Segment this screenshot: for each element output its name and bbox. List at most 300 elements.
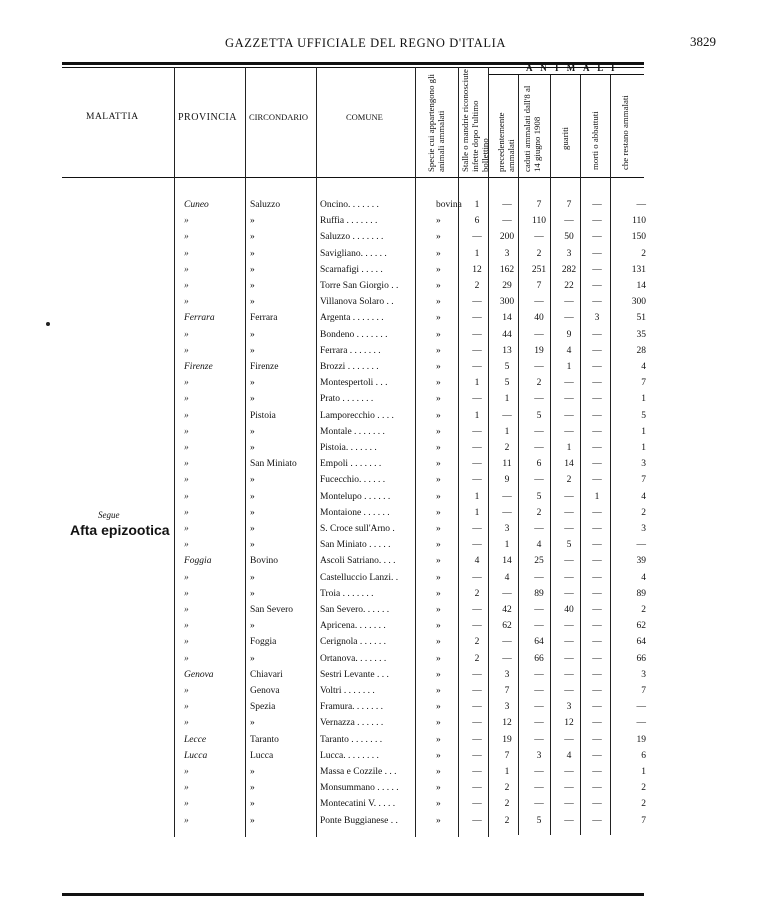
cell-comune: Lamporecchio . . . . [320,410,394,421]
cell-caduti: — [534,524,544,534]
cell-circondario: » [250,443,255,453]
cell-guariti: 9 [566,329,572,340]
cell-specie: » [436,345,441,356]
header-animali: A N I M A L I [526,63,618,73]
cell-stalle: 2 [474,588,480,599]
cell-circondario: » [250,475,255,486]
cell-restano: 3 [641,669,646,680]
cell-provincia: » [184,329,189,340]
cell-morti: — [592,718,602,729]
cell-restano: 51 [636,313,646,324]
cell-morti: — [592,524,602,534]
cell-provincia: » [184,345,189,356]
cell-circondario: Saluzzo [250,200,281,210]
cell-restano: 35 [636,329,646,340]
cell-stalle: — [472,621,482,632]
cell-caduti: 89 [534,588,544,599]
table-row [0,812,776,833]
cell-precedenti: 3 [504,669,510,680]
cell-specie: » [436,669,441,680]
cell-stalle: 6 [474,216,480,227]
cell-provincia: » [184,605,189,615]
cell-provincia: Genova [184,669,214,680]
cell-circondario: » [250,718,255,729]
disease-name: Afta epizootica [70,522,170,538]
cell-comune: Castelluccio Lanzi. . [320,572,399,583]
cell-specie: » [436,443,441,453]
cell-restano: — [636,200,646,210]
header-specie: Specie cui appartengono gli animali ammalati [426,74,446,172]
cell-restano: 3 [641,459,646,470]
cell-precedenti: 200 [499,232,515,243]
cell-stalle: 1 [474,507,480,518]
cell-circondario: Genova [250,686,280,696]
cell-precedenti: 3 [504,702,510,713]
cell-comune: Vernazza . . . . . . [320,718,384,729]
cell-comune: Montelupo . . . . . . [320,491,391,502]
cell-morti: — [592,605,602,615]
cell-caduti: — [534,783,544,794]
cell-precedenti: 1 [504,767,510,777]
cell-specie: » [436,734,441,745]
cell-provincia: Lucca [184,750,208,761]
cell-provincia: » [184,459,189,470]
cell-precedenti: 5 [504,378,510,389]
cell-restano: 2 [641,783,646,794]
cell-precedenti: 3 [504,248,510,259]
cell-restano: 7 [641,686,646,696]
cell-comune: Voltri . . . . . . . [320,686,375,696]
cell-stalle: 1 [474,378,480,389]
cell-guariti: 282 [561,264,577,275]
cell-morti: — [592,556,602,567]
cell-circondario: » [250,394,255,405]
cell-specie: bovina [436,200,462,210]
cell-comune: Massa e Cozzile . . . [320,767,397,777]
cell-stalle: — [472,345,482,356]
cell-caduti: — [534,686,544,696]
cell-restano: 2 [641,799,646,810]
cell-restano: 6 [641,750,646,761]
cell-caduti: 7 [536,281,542,291]
cell-stalle: 1 [474,200,480,210]
cell-guariti: — [564,394,574,405]
cell-restano: 1 [641,426,646,437]
cell-circondario: » [250,264,255,275]
cell-provincia: » [184,426,189,437]
cell-restano: 28 [636,345,646,356]
cell-guariti: 4 [566,345,572,356]
cell-guariti: 12 [564,718,574,729]
cell-stalle: 2 [474,281,480,291]
cell-provincia: Ferrara [184,313,215,324]
cell-provincia: » [184,799,189,810]
cell-provincia: » [184,524,189,534]
cell-restano: 131 [631,264,646,275]
header-comune: COMUNE [346,112,383,122]
cell-guariti: 3 [566,248,572,259]
cell-specie: » [436,313,441,324]
cell-morti: — [592,200,602,210]
cell-specie: » [436,329,441,340]
cell-provincia: Cuneo [184,200,209,210]
cell-precedenti: 1 [504,540,510,551]
cell-morti: — [592,783,602,794]
cell-guariti: — [564,588,574,599]
cell-morti: — [592,507,602,518]
cell-guariti: 1 [566,362,572,372]
cell-guariti: 50 [564,232,574,243]
cell-specie: » [436,605,441,615]
header-precedenti: precedentemente ammalati [496,112,516,172]
cell-precedenti: 4 [504,572,510,583]
cell-restano: 2 [641,248,646,259]
cell-morti: — [592,621,602,632]
cell-caduti: 4 [536,540,542,551]
cell-caduti: — [534,605,544,615]
cell-stalle: — [472,443,482,453]
cell-provincia: Lecce [184,734,207,745]
cell-precedenti: 162 [499,264,515,275]
cell-circondario: Spezia [250,702,276,713]
cell-guariti: — [564,734,574,745]
cell-restano: 7 [641,475,646,486]
cell-comune: Prato . . . . . . . [320,394,374,405]
cell-caduti: 66 [534,653,544,664]
cell-comune: Cerignola . . . . . . [320,637,386,648]
cell-circondario: Foggia [250,637,277,648]
cell-circondario: » [250,378,255,389]
cell-precedenti: 9 [504,475,510,486]
cell-stalle: 1 [474,491,480,502]
cell-morti: — [592,459,602,470]
cell-restano: 19 [636,734,646,745]
cell-guariti: — [564,378,574,389]
cell-guariti: — [564,621,574,632]
cell-circondario: » [250,216,255,227]
cell-guariti: — [564,669,574,680]
cell-morti: — [592,669,602,680]
cell-morti: — [592,216,602,227]
animali-rule [488,74,644,75]
cell-precedenti: 42 [502,605,512,615]
cell-stalle: — [472,232,482,243]
cell-comune: Bondeno . . . . . . . [320,329,388,340]
cell-caduti: 5 [536,815,542,826]
cell-caduti: — [534,734,544,745]
cell-caduti: 6 [536,459,542,470]
cell-specie: » [436,410,441,421]
cell-caduti: 7 [536,200,542,210]
cell-circondario: » [250,767,255,777]
cell-comune: Monsummano . . . . . [320,783,399,794]
cell-guariti: — [564,783,574,794]
header-provincia: PROVINCIA [178,112,237,123]
cell-precedenti: — [502,507,512,518]
cell-caduti: 25 [534,556,544,567]
cell-comune: Saluzzo . . . . . . . [320,232,384,243]
cell-circondario: » [250,297,255,308]
header-caduti: caduti ammalati dall'8 al 14 giugno 1908 [522,85,542,172]
cell-morti: — [592,588,602,599]
cell-precedenti: 2 [504,815,510,826]
cell-provincia: » [184,475,189,486]
cell-precedenti: 44 [502,329,512,340]
cell-caduti: — [534,475,544,486]
cell-provincia: » [184,248,189,259]
cell-specie: » [436,297,441,308]
cell-stalle: — [472,329,482,340]
header-stalle: Stalle o mandrie riconosciute infette dopo l'ultimo bollettino [460,69,490,172]
cell-provincia: » [184,637,189,648]
cell-caduti: 5 [536,491,542,502]
cell-provincia: » [184,572,189,583]
cell-restano: 150 [631,232,646,243]
cell-morti: — [592,426,602,437]
cell-guariti: — [564,297,574,308]
cell-precedenti: — [502,491,512,502]
cell-specie: » [436,815,441,826]
cell-caduti: — [534,572,544,583]
cell-morti: — [592,686,602,696]
cell-morti: — [592,297,602,308]
cell-specie: » [436,637,441,648]
cell-caduti: 2 [536,378,542,389]
cell-morti: — [592,410,602,421]
cell-provincia: » [184,718,189,729]
cell-circondario: » [250,588,255,599]
cell-comune: Framura. . . . . . . [320,702,384,713]
cell-precedenti: — [502,588,512,599]
cell-morti: — [592,799,602,810]
cell-precedenti: — [502,653,512,664]
cell-stalle: — [472,767,482,777]
cell-circondario: » [250,345,255,356]
cell-stalle: — [472,669,482,680]
header-circondario: CIRCONDARIO [249,112,309,122]
cell-specie: » [436,426,441,437]
header-malattia: MALATTIA [86,112,139,122]
cell-restano: — [636,718,646,729]
cell-comune: Argenta . . . . . . . [320,313,384,324]
cell-stalle: — [472,702,482,713]
header-restanti: che restano ammalati [620,95,630,170]
cell-guariti: — [564,410,574,421]
cell-provincia: » [184,815,189,826]
cell-guariti: 3 [566,702,572,713]
cell-stalle: — [472,799,482,810]
cell-circondario: Firenze [250,362,279,372]
cell-stalle: — [472,394,482,405]
cell-guariti: 2 [566,475,572,486]
cell-provincia: » [184,264,189,275]
cell-provincia: » [184,281,189,291]
cell-caduti: 251 [531,264,547,275]
cell-specie: » [436,540,441,551]
cell-precedenti: 3 [504,524,510,534]
cell-provincia: » [184,540,189,551]
cell-caduti: 64 [534,637,544,648]
cell-specie: » [436,572,441,583]
cell-specie: » [436,653,441,664]
cell-guariti: — [564,524,574,534]
cell-restano: 2 [641,507,646,518]
header-bottom-rule [62,177,644,178]
cell-restano: 1 [641,767,646,777]
cell-comune: Montespertoli . . . [320,378,388,389]
cell-morti: — [592,540,602,551]
cell-circondario: Bovino [250,556,278,567]
cell-circondario: » [250,248,255,259]
header-morti: morti o abbattuti [590,111,600,170]
cell-restano: 5 [641,410,646,421]
cell-morti: — [592,248,602,259]
cell-guariti: 14 [564,459,574,470]
cell-precedenti: 29 [502,281,512,291]
cell-guariti: — [564,637,574,648]
cell-caduti: — [534,718,544,729]
cell-specie: » [436,524,441,534]
cell-comune: Ferrara . . . . . . . [320,345,381,356]
cell-morti: — [592,232,602,243]
cell-comune: Fucecchio. . . . . . [320,475,386,486]
cell-comune: San Miniato . . . . . [320,540,391,551]
cell-guariti: — [564,767,574,777]
cell-circondario: San Miniato [250,459,297,470]
cell-comune: Sestri Levante . . . [320,669,389,680]
cell-circondario: » [250,524,255,534]
cell-morti: — [592,734,602,745]
cell-guariti: 22 [564,281,574,291]
cell-restano: 3 [641,524,646,534]
cell-provincia: » [184,702,189,713]
cell-specie: » [436,702,441,713]
cell-provincia: » [184,232,189,243]
cell-circondario: Ferrara [250,313,278,324]
cell-guariti: — [564,653,574,664]
cell-specie: » [436,281,441,291]
cell-guariti: 5 [566,540,572,551]
cell-specie: » [436,621,441,632]
cell-circondario: » [250,232,255,243]
cell-restano: 89 [636,588,646,599]
cell-restano: — [636,702,646,713]
cell-specie: » [436,362,441,372]
cell-comune: Montale . . . . . . . [320,426,385,437]
cell-comune: Montecatini V. . . . . [320,799,396,810]
cell-guariti: — [564,313,574,324]
cell-specie: » [436,686,441,696]
cell-provincia: » [184,507,189,518]
cell-morti: — [592,815,602,826]
cell-precedenti: 5 [504,362,510,372]
cell-specie: » [436,750,441,761]
cell-stalle: — [472,718,482,729]
cell-guariti: — [564,556,574,567]
cell-circondario: » [250,507,255,518]
cell-caduti: 19 [534,345,544,356]
cell-caduti: 2 [536,248,542,259]
cell-restano: 66 [636,653,646,664]
cell-comune: Empoli . . . . . . . [320,459,382,470]
cell-comune: Villanova Solaro . . [320,297,394,308]
cell-restano: — [636,540,646,551]
cell-caduti: 110 [532,216,546,227]
cell-caduti: — [534,669,544,680]
cell-circondario: » [250,653,255,664]
cell-precedenti: 2 [504,783,510,794]
cell-precedenti: 14 [502,556,512,567]
cell-circondario: Lucca [250,750,274,761]
cell-circondario: » [250,621,255,632]
cell-morti: — [592,475,602,486]
cell-circondario: » [250,799,255,810]
cell-comune: Oncino. . . . . . . [320,200,379,210]
cell-guariti: 7 [566,200,572,210]
cell-precedenti: 7 [504,686,510,696]
cell-provincia: » [184,767,189,777]
cell-stalle: — [472,815,482,826]
cell-comune: Savigliano. . . . . . [320,248,387,259]
cell-stalle: 4 [474,556,480,567]
cell-precedenti: 13 [502,345,512,356]
page-number: 3829 [690,34,716,49]
cell-stalle: — [472,783,482,794]
cell-restano: 62 [636,621,646,632]
cell-stalle: — [472,605,482,615]
cell-comune: Ponte Buggianese . . [320,815,398,826]
cell-precedenti: 1 [504,426,510,437]
cell-provincia: » [184,297,189,308]
cell-comune: Lucca. . . . . . . . [320,750,379,761]
cell-specie: » [436,216,441,227]
cell-morti: — [592,362,602,372]
cell-caduti: — [534,799,544,810]
cell-provincia: » [184,588,189,599]
cell-precedenti: 62 [502,621,512,632]
cell-stalle: — [472,459,482,470]
cell-provincia: » [184,783,189,794]
cell-provincia: » [184,443,189,453]
cell-stalle: — [472,734,482,745]
cell-stalle: — [472,540,482,551]
cell-guariti: — [564,491,574,502]
cell-precedenti: — [502,200,512,210]
cell-precedenti: 7 [504,750,510,761]
cell-precedenti: 300 [499,297,515,308]
segue-label: Segue [98,510,120,520]
cell-restano: 110 [632,216,646,227]
cell-stalle: — [472,686,482,696]
cell-stalle: 2 [474,653,480,664]
cell-stalle: — [472,297,482,308]
cell-comune: Taranto . . . . . . . [320,734,383,745]
cell-comune: Ascoli Satriano. . . . [320,556,396,567]
cell-caduti: — [534,702,544,713]
cell-guariti: 1 [566,443,572,453]
cell-stalle: — [472,362,482,372]
cell-restano: 7 [641,378,646,389]
cell-stalle: — [472,475,482,486]
cell-morti: — [592,443,602,453]
cell-stalle: 1 [474,248,480,259]
cell-circondario: Chiavari [250,669,283,680]
cell-specie: » [436,588,441,599]
cell-circondario: Pistoia [250,410,276,421]
cell-morti: 1 [594,491,600,502]
cell-comune: Ruffia . . . . . . . [320,216,378,227]
cell-comune: Ortanova. . . . . . . [320,653,387,664]
